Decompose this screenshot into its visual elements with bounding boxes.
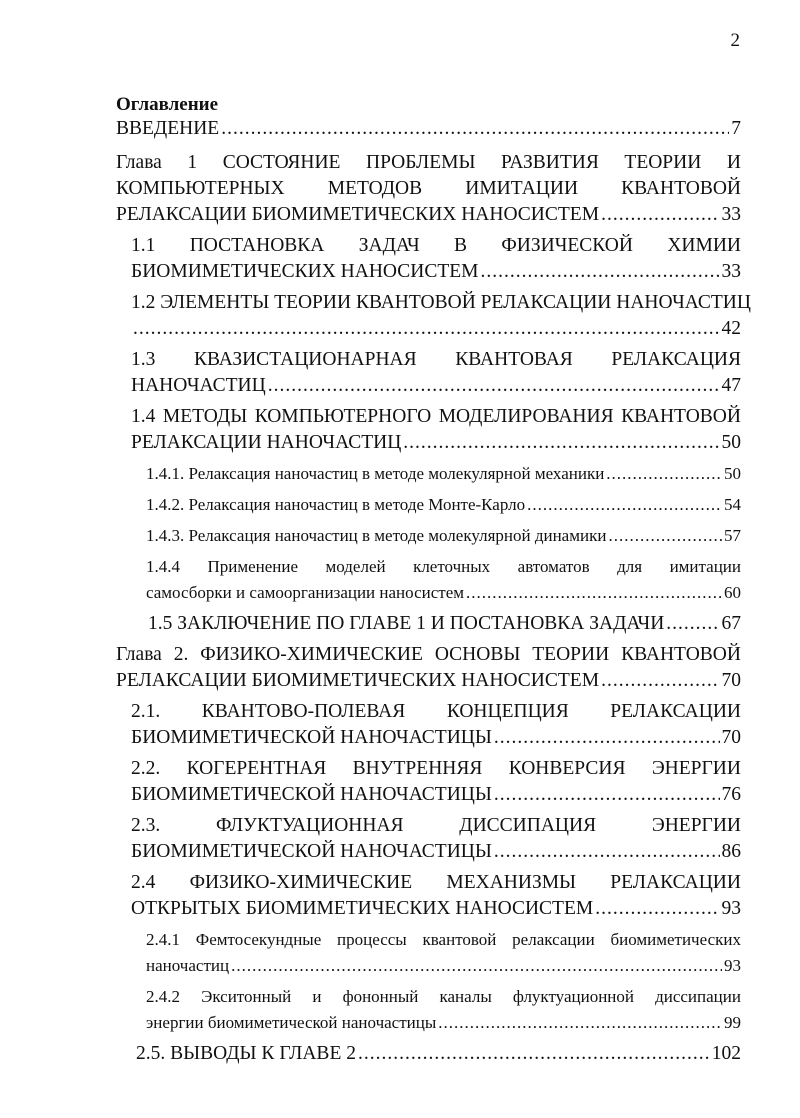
word: каналы — [439, 987, 492, 1006]
toc-entry-1-4-2[interactable] — [146, 492, 741, 518]
leader-dots — [438, 1010, 722, 1036]
word: МОДЕЛИРОВАНИЯ — [438, 406, 614, 427]
word: РЕЛАКСАЦИЯ — [611, 349, 741, 370]
toc-entry-head — [131, 870, 741, 896]
leader-dots — [601, 668, 719, 694]
toc-entry-text: РЕЛАКСАЦИИ БИОМИМЕТИЧЕСКИХ НАНОСИСТЕМ — [116, 670, 600, 691]
word: 1.3 — [131, 349, 156, 370]
toc-page-ref: 102 — [711, 1043, 741, 1064]
word: моделей — [325, 557, 386, 576]
toc-page-ref: 57 — [724, 526, 741, 545]
leader-dots — [527, 492, 722, 518]
toc-entry-text: 1.4.3. Релаксация наночастиц в методе молекулярной динамики — [146, 526, 607, 545]
word: 1 — [187, 152, 198, 173]
toc-page-ref: 7 — [731, 118, 741, 139]
word: КВАНТОВО-ПОЛЕВАЯ — [201, 701, 406, 722]
page-number: 2 — [730, 30, 740, 51]
word: КВАНТОВОЙ — [621, 178, 741, 199]
toc-entry-1-4[interactable] — [131, 404, 741, 456]
word: ДИССИПАЦИЯ — [459, 815, 597, 836]
toc-page-ref: 47 — [721, 375, 741, 396]
word: ФИЗИКО-ХИМИЧЕСКИЕ — [189, 872, 413, 893]
toc-entry-head — [146, 927, 741, 953]
leader-dots — [466, 580, 722, 606]
toc-entry-chapter-2[interactable] — [116, 642, 741, 694]
word: РЕЛАКСАЦИИ — [610, 701, 741, 722]
word: РАЗВИТИЯ — [501, 152, 599, 173]
word: СОСТОЯНИЕ — [222, 152, 341, 173]
word: ВНУТРЕННЯЯ — [352, 758, 483, 779]
toc-entry-head-2 — [116, 176, 741, 202]
word: КВАЗИСТАЦИОНАРНАЯ — [193, 349, 417, 370]
leader-dots — [268, 373, 720, 399]
toc-page-ref: 33 — [721, 204, 741, 225]
word: КВАНТОВОЙ — [621, 406, 741, 427]
leader-dots — [494, 725, 720, 751]
toc-entry-head — [131, 813, 741, 839]
toc-entry-text: БИОМИМЕТИЧЕСКИХ НАНОСИСТЕМ — [131, 261, 479, 282]
word: для — [617, 557, 643, 576]
word: и — [312, 987, 322, 1006]
toc-page-ref: 60 — [724, 583, 741, 602]
word: КОНВЕРСИЯ — [508, 758, 626, 779]
toc-entry-2-5[interactable] — [136, 1041, 741, 1067]
word: 2.4.1 — [146, 930, 180, 949]
word: В — [454, 235, 468, 256]
word: ЭНЕРГИИ — [651, 815, 741, 836]
leader-dots — [494, 839, 720, 865]
toc-entry-text: РЕЛАКСАЦИИ БИОМИМЕТИЧЕСКИХ НАНОСИСТЕМ — [116, 204, 600, 225]
word: И — [726, 152, 741, 173]
word: автоматов — [517, 557, 590, 576]
leader-dots — [606, 461, 722, 487]
word: КВАНТОВАЯ — [455, 349, 573, 370]
toc-entry-text: 2.5. ВЫВОДЫ К ГЛАВЕ 2 — [136, 1043, 356, 1064]
toc-entry-head — [116, 642, 741, 668]
leader-dots — [231, 953, 722, 979]
word: 1.4.4 — [146, 557, 180, 576]
word: релаксации — [512, 930, 595, 949]
toc-page-ref: 99 — [724, 1013, 741, 1032]
word: 2.4.2 — [146, 987, 180, 1006]
toc-entry-head — [146, 984, 741, 1010]
toc-entry-text: 1.4.2. Релаксация наночастиц в методе Монте-Карло — [146, 495, 526, 514]
toc-entry-text: наночастиц — [146, 956, 230, 975]
word: флуктуационной — [512, 987, 634, 1006]
toc-title: Оглавление — [116, 94, 219, 115]
word: КОГЕРЕНТНАЯ — [186, 758, 327, 779]
toc-entry-1-4-1[interactable] — [146, 461, 741, 487]
toc-page-ref: 50 — [724, 464, 741, 483]
toc-page-ref: 76 — [721, 784, 741, 805]
word: биомиметических — [610, 930, 741, 949]
toc-entry-head — [131, 699, 741, 725]
word: ПРОБЛЕМЫ — [366, 152, 476, 173]
word: Глава — [116, 644, 162, 665]
toc-entry-head — [131, 347, 741, 373]
leader-dots — [358, 1041, 710, 1067]
word: имитации — [669, 557, 741, 576]
toc-entry-1-1[interactable] — [131, 233, 741, 285]
word: квантовой — [422, 930, 497, 949]
word: 2.1. — [131, 701, 161, 722]
toc-page-ref: 70 — [721, 670, 741, 691]
word: ХИМИИ — [667, 235, 741, 256]
word: процессы — [337, 930, 407, 949]
toc-entry-1-2[interactable] — [131, 290, 751, 342]
word: 2.4 — [131, 872, 156, 893]
toc-page-ref: 33 — [721, 261, 741, 282]
word: фононный — [342, 987, 419, 1006]
leader-dots — [494, 782, 720, 808]
toc-entry-head — [131, 233, 741, 259]
word: ФИЗИЧЕСКОЙ — [501, 235, 633, 256]
table-of-contents — [116, 94, 751, 1067]
word: 1.1 — [131, 235, 156, 256]
word: Экситонный — [201, 987, 292, 1006]
toc-page-ref: 70 — [721, 727, 741, 748]
toc-entry-introduction[interactable] — [116, 116, 741, 142]
word: Глава — [116, 152, 162, 173]
word: ТЕОРИИ — [624, 152, 702, 173]
word: МЕТОДЫ — [162, 406, 248, 427]
word: 2.3. — [131, 815, 161, 836]
leader-dots — [601, 202, 719, 228]
toc-entry-2-4[interactable] — [131, 870, 741, 922]
toc-entry-text: энергии биомиметической наночастицы — [146, 1013, 437, 1032]
toc-entry-1-3[interactable] — [131, 347, 741, 399]
toc-entry-text: самосборки и самоорганизации наносистем — [146, 583, 464, 602]
toc-entry-text: БИОМИМЕТИЧЕСКОЙ НАНОЧАСТИЦЫ — [131, 727, 492, 748]
leader-dots — [133, 316, 720, 342]
toc-entry-text: БИОМИМЕТИЧЕСКОЙ НАНОЧАСТИЦЫ — [131, 841, 492, 862]
word: МЕТОДОВ — [327, 178, 423, 199]
word: ТЕОРИИ — [532, 644, 610, 665]
toc-entry-head — [131, 756, 741, 782]
toc-entry-text: НАНОЧАСТИЦ — [131, 375, 266, 396]
leader-dots — [481, 259, 720, 285]
toc-entry-head — [116, 150, 741, 176]
leader-dots — [595, 896, 719, 922]
toc-entry-head — [146, 554, 741, 580]
word: ОСНОВЫ — [434, 644, 521, 665]
toc-entry-text: 1.5 ЗАКЛЮЧЕНИЕ ПО ГЛАВЕ 1 И ПОСТАНОВКА ЗАДАЧИ — [148, 613, 665, 634]
word: ФЛУКТУАЦИОННАЯ — [215, 815, 404, 836]
toc-entry-2-3[interactable] — [131, 813, 741, 865]
toc-entry-text: ОТКРЫТЫХ БИОМИМЕТИЧЕСКИХ НАНОСИСТЕМ — [131, 898, 594, 919]
word: ЭНЕРГИИ — [651, 758, 741, 779]
toc-page-ref: 67 — [721, 613, 741, 634]
word: ЗАДАЧ — [358, 235, 420, 256]
leader-dots — [403, 430, 719, 456]
toc-page-ref: 50 — [721, 432, 741, 453]
toc-entry-text: БИОМИМЕТИЧЕСКОЙ НАНОЧАСТИЦЫ — [131, 784, 492, 805]
word: 1.4 — [131, 406, 156, 427]
leader-dots — [666, 611, 719, 637]
toc-entry-head — [131, 404, 741, 430]
toc-page-ref: 54 — [724, 495, 741, 514]
word: диссипации — [655, 987, 741, 1006]
toc-entry-2-1[interactable] — [131, 699, 741, 751]
word: Фемтосекундные — [195, 930, 322, 949]
word: 2.2. — [131, 758, 161, 779]
toc-entry-head — [131, 290, 751, 316]
toc-entry-text: РЕЛАКСАЦИИ НАНОЧАСТИЦ — [131, 432, 402, 453]
toc-entry-2-2[interactable] — [131, 756, 741, 808]
toc-entry-1-5[interactable] — [148, 611, 741, 637]
word: КОНЦЕПЦИЯ — [446, 701, 569, 722]
word: ПОСТАНОВКА — [189, 235, 325, 256]
word: ФИЗИКО-ХИМИЧЕСКИЕ — [200, 644, 423, 665]
toc-entry-2-4-1[interactable] — [146, 927, 741, 979]
word: КОМПЬЮТЕРНОГО — [254, 406, 432, 427]
toc-entry-chapter-1[interactable] — [116, 150, 741, 228]
toc-entry-2-4-2[interactable] — [146, 984, 741, 1036]
leader-dots — [608, 523, 722, 549]
word: 1.2 ЭЛЕМЕНТЫ ТЕОРИИ КВАНТОВОЙ РЕЛАКСАЦИИ НАНОЧАСТИЦ — [131, 292, 751, 313]
leader-dots — [221, 116, 729, 142]
word: МЕХАНИЗМЫ — [446, 872, 577, 893]
toc-page-ref: 42 — [721, 318, 741, 339]
toc-entry-text: ВВЕДЕНИЕ — [116, 118, 220, 139]
word: ИМИТАЦИИ — [465, 178, 579, 199]
word: Применение — [207, 557, 299, 576]
word: 2. — [173, 644, 189, 665]
word: клеточных — [413, 557, 491, 576]
word: КОМПЬЮТЕРНЫХ — [116, 178, 285, 199]
toc-entry-1-4-4[interactable] — [146, 554, 741, 606]
toc-page-ref: 93 — [724, 956, 741, 975]
toc-entry-text: 1.4.1. Релаксация наночастиц в методе молекулярной механики — [146, 464, 605, 483]
toc-page-ref: 86 — [721, 841, 741, 862]
word: РЕЛАКСАЦИИ — [610, 872, 741, 893]
word: КВАНТОВОЙ — [621, 644, 741, 665]
toc-entry-1-4-3[interactable] — [146, 523, 741, 549]
toc-page-ref: 93 — [721, 898, 741, 919]
